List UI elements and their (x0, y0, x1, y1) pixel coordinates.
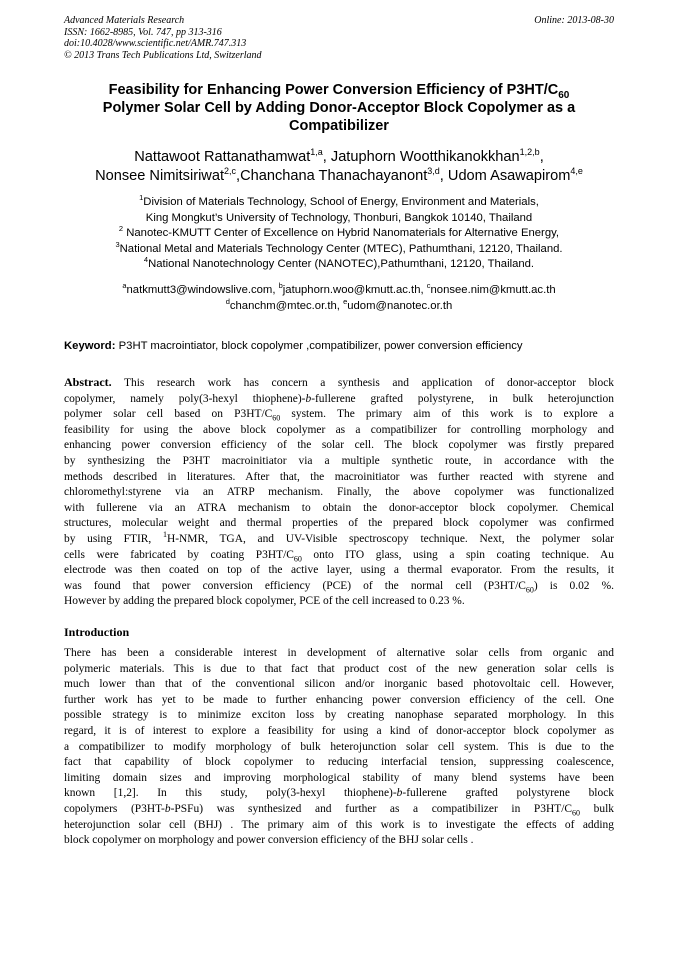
author-separator: , (539, 149, 544, 165)
journal-header (64, 15, 262, 61)
email-sup: d (225, 296, 230, 306)
email-sup: a (122, 281, 127, 291)
email-c: nonsee.nim@kmutt.ac.th (430, 284, 556, 296)
author-separator: , (322, 149, 331, 165)
abstract-line: copolymer, namely poly(3-hexyl thiophene)- (64, 392, 306, 405)
abstract-line: enhancing power conversion efficiency of the solar cell. The block copolymer was firstly prepared (64, 439, 614, 452)
affiliation-line: National Metal and Materials Technology Center (MTEC), Pathumthani, 12120, Thailand. (119, 242, 563, 255)
intro-subscript: 60 (572, 808, 581, 818)
journal-issn: ISSN: 1662-8985, Vol. 747, pp 313-316 (64, 26, 222, 38)
title-subscript: 60 (558, 89, 570, 101)
email-e: udom@nanotec.or.th (347, 299, 453, 312)
abstract-subscript: 60 (525, 585, 534, 594)
abstract-line: H-NMR, TGA, and UV-Visible spectroscopy technique. Next, the polymer solar (166, 532, 614, 545)
email-b: jatuphorn.woo@kmutt.ac.th, (282, 284, 427, 296)
affiliations (40, 195, 638, 273)
intro-line: -fullerene grafted polystyrene block (402, 787, 614, 800)
title-line-1: Feasibility for Enhancing Power Conversion Efficiency of P3HT/C (108, 82, 559, 98)
abstract-superscript: 1 (162, 530, 167, 540)
abstract-line: onto ITO glass, using a spin coating technique. Au (301, 548, 614, 561)
abstract-line: by using FTIR, (64, 532, 163, 545)
intro-line: block copolymer on morphology and power conversion efficiency of the BHJ solar cells . (64, 834, 474, 847)
intro-line: polymeric materials. This is due to that fact that product cost of the new generation solar cells is (64, 662, 614, 675)
intro-line: much lower than that of the conventional silicon and/or inorganic based photovoltaic cell. However, (64, 678, 614, 691)
keyword-label: Keyword: (64, 340, 116, 352)
intro-line: limiting domain sizes and improving morphological stability of many blend systems have been (64, 771, 614, 784)
abstract-line: ) is 0.02 %. (533, 579, 614, 592)
abstract-line: structures, molecular weight and thermal properties of the prepared block copolymer was confirmed (64, 517, 614, 530)
abstract-line: cells were fabricated by coating P3HT/C (64, 548, 294, 561)
affiliation-sup: 2 (118, 224, 124, 234)
abstract-line: was found that power conversion efficiency (PCE) of the normal cell (P3HT/C (64, 579, 526, 592)
online-date: Online: 2013-08-30 (534, 15, 614, 26)
author-name: Chanchana Thanachayanont (240, 168, 428, 184)
abstract-line: This research work has concern a synthesis and application of donor-acceptor block (111, 377, 614, 389)
intro-line: copolymers (P3HT- (64, 802, 165, 815)
journal-doi: doi:10.4028/www.scientific.net/AMR.747.313 (64, 38, 247, 49)
intro-line: known [1,2]. In this study, poly(3-hexyl thiophene)- (64, 787, 397, 800)
author-separator: , (236, 168, 241, 184)
abstract-line: However by adding the prepared block copolymer, PCE of the cell increased to 0.23 %. (64, 595, 465, 608)
author-sup: 2,c (224, 166, 237, 177)
intro-line: possible strategy is to minimize exciton loss by creating nanophase separated morphology. In this (64, 709, 614, 722)
abstract-line: -fullerene grafted polystyrene, in bulk heterojunction (311, 392, 614, 405)
abstract-subscript: 60 (293, 553, 302, 563)
author-sup: 1,a (310, 147, 323, 158)
abstract-line: feasibility for using the above block copolymer as a compatibilizer for controlling morphology and (64, 423, 614, 436)
intro-line: -PSFu) was synthesized and further as a compatibilizer in P3HT/C (170, 802, 573, 815)
author-separator: , (439, 168, 448, 184)
abstract-line: system. The primary aim of this work is to explore a (280, 408, 614, 421)
author-list (40, 148, 638, 186)
intro-italic: b (164, 802, 171, 815)
abstract-label: Abstract. (64, 375, 112, 389)
journal-name: Advanced Materials Research (64, 15, 185, 26)
affiliation-line: National Nanotechnology Center (NANOTEC),Pathumthani, 12120, Thailand. (148, 258, 535, 270)
introduction-body (64, 646, 614, 849)
intro-line: further work has yet to be made to further enhancing power conversion efficiency of the cell. One (64, 693, 614, 706)
email-sup: c (426, 281, 431, 291)
author-sup: 4,e (570, 166, 583, 177)
abstract-line: chloromethyl:styrene via an ATRP mechanism. Finally, the above copolymer was functionalized (64, 486, 614, 499)
author-name: Nonsee Nimitsiriwat (95, 168, 225, 184)
author-name: Nattawoot Rattanathamwat (134, 149, 311, 165)
email-d: chanchm@mtec.or.th, (229, 299, 344, 312)
author-name: Udom Asawapirom (447, 168, 571, 184)
affiliation-sup: 3 (115, 239, 120, 249)
author-emails (40, 283, 638, 314)
affiliation-line: Division of Materials Technology, School of Energy, Environment and Materials, (143, 196, 539, 208)
abstract-subscript: 60 (272, 413, 281, 423)
title-line-3: Compatibilizer (289, 118, 389, 134)
intro-italic: b (396, 787, 403, 800)
intro-line: bulk (580, 802, 614, 815)
abstract-line: polymer solar cell based on P3HT/C (64, 408, 273, 421)
abstract-italic: b (305, 392, 312, 405)
email-a: natkmutt3@windowslive.com, (126, 284, 279, 296)
intro-line: fact that capability of block copolymer to reducing interfacial tension, suppressing coalescence, (64, 756, 614, 769)
email-sup: e (343, 296, 348, 306)
affiliation-sup: 4 (143, 255, 149, 265)
intro-line: a compatibilizer to modify morphology of bulk heterojunction solar cell system. This is due to the (64, 740, 614, 753)
intro-line: There has been a considerable interest in development of alternative solar cells from organic and (64, 647, 614, 659)
abstract-line: by synthesizing the P3HT macroinitiator via a multiple synthetic route, in accordance with the (64, 454, 614, 467)
email-sup: b (278, 281, 283, 291)
keywords (64, 339, 614, 353)
intro-line: regard, it is of interest to explore a feasibility for using a kind of donor-acceptor block copolymer as (64, 724, 614, 737)
abstract-line: methods described in literatures. After that, the macroinitiator was further reacted with styrene and (64, 470, 614, 483)
affiliation-line: Nanotec-KMUTT Center of Excellence on Hybrid Nanomaterials for Alternative Energy, (123, 227, 560, 239)
intro-line: heterojunction solar cell (BHJ) . The primary aim of this work is to investigate the effects of adding (64, 818, 614, 831)
abstract-line: with fullerene via an ATRA mechanism to obtain the donor-acceptor block copolymer. Chemical (64, 501, 614, 514)
author-sup: 3,d (427, 166, 440, 177)
keyword-text: P3HT macrointiator, block copolymer ,compatibilizer, power conversion efficiency (115, 340, 523, 352)
affiliation-sup: 1 (139, 193, 144, 203)
affiliation-line: King Mongkut’s University of Technology, Thonburi, Bangkok 10140, Thailand (145, 211, 533, 224)
title-line-2: Polymer Solar Cell by Adding Donor-Acceptor Block Copolymer as a (102, 100, 576, 116)
abstract (64, 375, 614, 610)
section-heading-introduction: Introduction (64, 625, 130, 639)
paper-title (64, 81, 614, 135)
journal-copyright: © 2013 Trans Tech Publications Ltd, Switzerland (64, 49, 262, 61)
author-name: Jatuphorn Wootthikanokkhan (330, 149, 520, 165)
author-sup: 1,2,b (519, 147, 540, 158)
abstract-line: electrode was then coated on top of the active layer, using a thermal evaporator. From the results, it (64, 564, 614, 577)
